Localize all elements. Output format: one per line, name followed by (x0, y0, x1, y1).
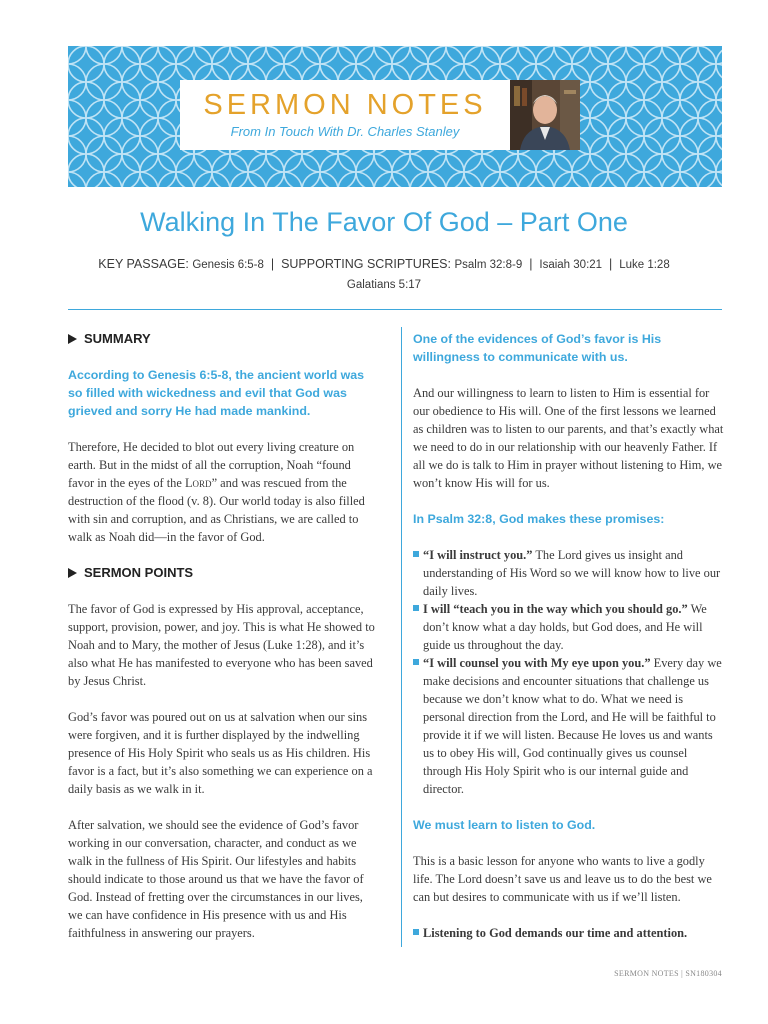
triangle-bullet-icon (68, 568, 77, 578)
supporting-ref: Isaiah 30:21 (539, 259, 603, 271)
footer-code: SERMON NOTES | SN180304 (614, 969, 722, 978)
sermon-point-paragraph: After salvation, we should see the evidence of God’s favor working in our conversation, character, and conduct as we walk in the fullness of His Spirit. Our lifestyles and habits should indicate to those around us that we have the favor of God. Instead of fretting over the circumstances in our lives, we can have confidence in His presence with us and His faithfulness in answering our prayers. (68, 818, 364, 940)
supporting-ref: Psalm 32:8-9 (454, 259, 523, 271)
key-passage-ref: Genesis 6:5-8 (192, 259, 264, 271)
page-title: Walking In The Favor Of God – Part One (140, 207, 628, 237)
promise-text: The Lord gives us insight and understanding of His Word so we will know how to live our daily lives. (423, 548, 721, 598)
key-passage-label: KEY PASSAGE: (98, 257, 189, 271)
promise-item (413, 546, 725, 600)
promise-item (413, 600, 725, 654)
promise-bold: “I will counsel you with My eye upon you.” (423, 656, 651, 670)
banner-title-box (180, 80, 510, 150)
favor-lead: One of the evidences of God’s favor is His willingness to communicate with us. (413, 332, 662, 364)
listening-paragraph: And our willingness to learn to listen to Him is essential for our obedience to His will. One of the first lessons we learned as children was to listen to our parents, and that’s exactly what we need to do in our relationship with our heavenly Father. If all we do is talk to Him in prayer without listening to Him, we won’t know His will for us. (413, 386, 724, 490)
supporting-label: SUPPORTING SCRIPTURES: (281, 257, 451, 271)
key-passage-line: KEY PASSAGE: Genesis 6:5-8 | SUPPORTING SCRIPTURES: Psalm 32:8-9 | Isaiah 30:21 | Luke 1:28 Galatians 5:17 (98, 257, 670, 291)
square-bullet-icon (413, 605, 419, 611)
divider (68, 309, 722, 310)
sermon-points-heading-label: SERMON POINTS (84, 565, 194, 580)
summary-heading-label: SUMMARY (84, 331, 151, 346)
lord-small-caps: Lord (184, 476, 212, 490)
sermon-point-paragraph: God’s favor was poured out on us at salvation when our sins were forgiven, and it is further displayed by the indwelling presence of His Holy Spirit who seals us as His children. His favor is a fact, but it’s also something we can experience on a daily basis as we walk in it. (68, 710, 373, 796)
listen-lead: We must learn to listen to God. (413, 818, 596, 832)
square-bullet-icon (413, 551, 419, 557)
summary-paragraph (68, 438, 380, 546)
basic-lesson-paragraph: This is a basic lesson for anyone who wants to live a godly life. The Lord doesn’t save us and leave us to do the best we can but desires to communicate with us if we’ll listen. (413, 854, 712, 904)
supporting-ref: Luke 1:28 (619, 259, 670, 271)
promise-text: We don’t know what a day holds, but God does, and He will guide us throughout the day. (423, 602, 707, 652)
column-divider (401, 327, 402, 947)
speaker-photo (510, 80, 580, 150)
promise-item (413, 654, 725, 798)
banner-subtitle: From In Touch With Dr. Charles Stanley (230, 124, 460, 139)
promise-bold: “I will instruct you.” (423, 548, 533, 562)
final-bold: Listening to God demands our time and attention. (423, 926, 688, 940)
banner-title: SERMON NOTES (203, 89, 487, 121)
promise-text: Every day we make decisions and encounter situations that challenge us because we don’t know what to do. What we need is personal direction from the Lord, and He will be faithful to provide it if we will listen. Because He loves us and wants us to obey His will, God continually gives us counsel through His Holy Spirit who is our internal guide and director. (423, 656, 722, 796)
summary-heading (68, 330, 380, 348)
summary-lead: According to Genesis 6:5-8, the ancient world was so filled with wickedness and evil that God was grieved and sorry He had made mankind. (68, 368, 365, 418)
triangle-bullet-icon (68, 334, 77, 344)
left-column (68, 330, 380, 960)
final-list (413, 924, 725, 942)
summary-text: Therefore, He decided to blot out every living creature on earth. But in the midst of all the corruption, Noah “found favor in the eyes of the (68, 440, 355, 490)
promises-lead: In Psalm 32:8, God makes these promises: (413, 512, 665, 526)
promises-list (413, 546, 725, 798)
right-column (413, 330, 725, 960)
sermon-point-paragraph: The favor of God is expressed by His approval, acceptance, support, provision, power, and joy. This is what He showed to Noah and to Mary, the mother of Jesus (Luke 1:28), and it’s also what He has manifested to everyone who has been saved by Jesus Christ. (68, 602, 375, 688)
summary-text: ” and was rescued from the destruction of the flood (v. 8). Our world today is also filled with sin and corruption, and as Christians, we are called to walk as Noah did—in the favor of God. (68, 476, 365, 544)
square-bullet-icon (413, 659, 419, 665)
square-bullet-icon (413, 929, 419, 935)
final-item (413, 924, 725, 942)
sermon-points-heading (68, 564, 380, 582)
supporting-ref: Galatians 5:17 (346, 279, 422, 291)
promise-bold: I will “teach you in the way which you should go.” (423, 602, 688, 616)
